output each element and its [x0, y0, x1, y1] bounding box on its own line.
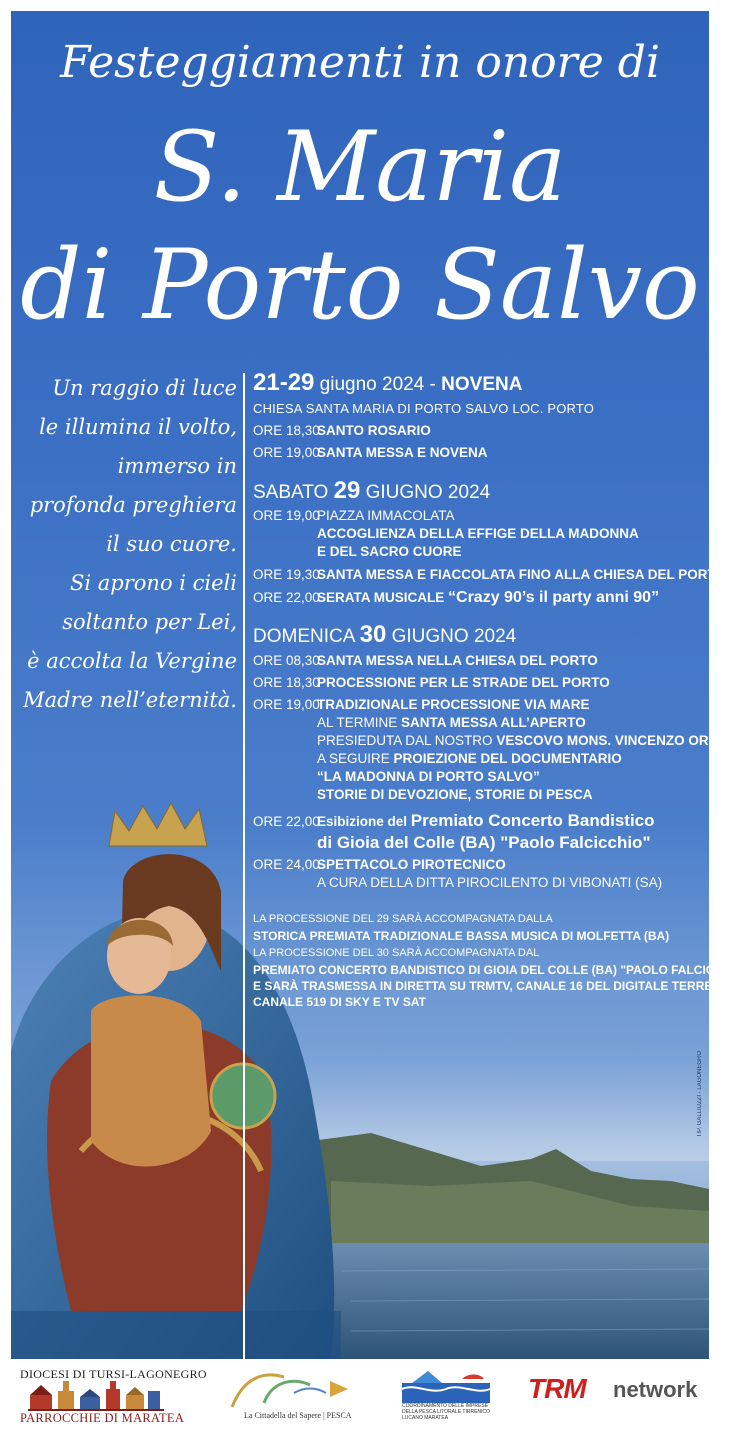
day-month: GIUGNO 2024: [391, 626, 517, 647]
novena-month: giugno 2024 -: [319, 374, 436, 395]
network-label: network: [613, 1377, 698, 1402]
event-row: [253, 697, 590, 712]
event-text: TRADIZIONALE PROCESSIONE VIA MARE: [317, 697, 590, 712]
poem: [23, 369, 237, 720]
sponsor-footer: [0, 1361, 720, 1439]
event-text: SANTA MESSA NELLA CHIESA DEL PORTO: [317, 653, 598, 668]
event-row: [253, 589, 659, 607]
event-row: [253, 811, 655, 831]
crown: [109, 803, 207, 846]
header-subtitle: Festeggiamenti in onore di: [60, 37, 660, 88]
coordinamento-label: COORDINAMENTO DELLE IMPRESE DELLA PESCA LITORALE TIRRENICO LUCANO MARATEA: [402, 1403, 490, 1421]
event-text: PROCESSIONE PER LE STRADE DEL PORTO: [317, 675, 610, 690]
diocesi-label: DIOCESI DI TURSI-LAGONEGRO: [20, 1367, 207, 1381]
coordinamento-logo: [402, 1369, 490, 1403]
event-time: ORE 18,30: [253, 423, 320, 438]
day-number: 30: [359, 621, 387, 648]
event-text: [253, 751, 622, 766]
event-time: ORE 19,00: [253, 445, 320, 460]
poem-line: Un raggio di luce: [52, 376, 237, 400]
poem-line: il suo cuore.: [106, 532, 237, 556]
novena-heading: [253, 369, 522, 397]
event-text: SANTA MESSA E FIACCOLATA FINO ALLA CHIESA DEL PORTO: [317, 567, 727, 582]
cittadella-label: La Cittadella del Sapere | PESCA: [244, 1411, 352, 1420]
event-text-bold: PROIEZIONE DEL DOCUMENTARIO: [393, 751, 622, 766]
event-text-bold: STORIE DI DEVOZIONE, STORIE DI PESCA: [317, 787, 593, 802]
blue-background: [11, 11, 751, 1359]
event-text-line: ACCOGLIENZA DELLA EFFIGE DELLA MADONNA: [317, 526, 639, 541]
event-row: [253, 857, 506, 872]
event-text-light: A CURA DELLA DITTA PIROCILENTO DI VIBONATI (SA): [317, 875, 663, 890]
event-row: [253, 508, 455, 523]
event-row: [253, 653, 598, 668]
event-text-bold: “LA MADONNA DI PORTO SALVO”: [317, 769, 540, 784]
poem-line: profonda preghiera: [29, 493, 237, 517]
poem-line: Si aprono i cieli: [70, 571, 237, 595]
poem-line: Madre nell’eternità.: [23, 688, 237, 712]
note-line: PREMIATO CONCERTO BANDISTICO DI GIOIA DEL COLLE (BA) "PAOLO FALCICCHIO": [253, 963, 751, 977]
event-text: SANTA MESSA E NOVENA: [317, 445, 488, 460]
novena-dates: 21-29: [253, 369, 315, 396]
event-time: ORE 22,00: [253, 814, 320, 829]
event-time: ORE 19,30: [253, 567, 320, 582]
note-line: E SARÀ TRASMESSA IN DIRETTA SU TRMTV, CANALE 16 DEL DIGITALE TERRESTRE,: [253, 979, 748, 993]
event-quote: “Crazy 90’s il party anni 90”: [448, 589, 660, 606]
churches-logo: [28, 1379, 164, 1411]
event-time: ORE 22,00: [253, 590, 320, 605]
event-place: PIAZZA IMMACOLATA: [317, 508, 455, 523]
poem-line: soltanto per Lei,: [62, 610, 237, 634]
sabato-heading: [253, 477, 490, 505]
event-text-light: AL TERMINE: [317, 715, 398, 730]
event-text: [253, 733, 751, 748]
event-text: SERATA MUSICALE: [317, 590, 445, 605]
event-row: [253, 445, 488, 460]
poem-line: immerso in: [117, 454, 237, 478]
day-name: SABATO: [253, 482, 329, 503]
domenica-heading: [253, 621, 516, 649]
event-text: [253, 769, 540, 784]
note-line: CANALE 519 DI SKY E TV SAT: [253, 995, 426, 1009]
event-text-large: di Gioia del Colle (BA) "Paolo Falcicchio": [317, 833, 651, 852]
poem-line: è accolta la Vergine: [27, 649, 237, 673]
cittadella-logo: [224, 1367, 356, 1411]
printer-credit: TIP. GALLIUZZI - LAGONEGRO: [697, 1051, 703, 1138]
event-time: ORE 19,00: [253, 697, 320, 712]
trm-logo: TRM: [528, 1373, 586, 1404]
day-month: GIUGNO 2024: [365, 482, 491, 503]
event-text: Esibizione del: [317, 814, 408, 829]
header-title-line1: S. Maria: [153, 111, 567, 223]
event-row: [253, 423, 431, 438]
event-time: ORE 08,30: [253, 653, 320, 668]
note-line: STORICA PREMIATA TRADIZIONALE BASSA MUSICA DI MOLFETTA (BA): [253, 929, 670, 943]
note-line: LA PROCESSIONE DEL 29 SARÀ ACCOMPAGNATA DALLA: [253, 913, 553, 925]
event-text-large: Premiato Concerto Bandistico: [410, 811, 655, 830]
event-time: ORE 19,00: [253, 508, 320, 523]
day-number: 29: [333, 477, 361, 504]
event-text-bold: VESCOVO MONS. VINCENZO OROFINO: [496, 733, 751, 748]
poem-line: le illumina il volto,: [39, 415, 237, 439]
event-text: [253, 544, 462, 559]
event-row: [253, 567, 726, 582]
event-text-light: A SEGUIRE: [317, 751, 390, 766]
event-text-line: E DEL SACRO CUORE: [317, 544, 462, 559]
header-title-line2: di Porto Salvo: [20, 229, 700, 341]
event-text: SANTO ROSARIO: [317, 423, 431, 438]
event-text: [253, 715, 586, 730]
note-line: LA PROCESSIONE DEL 30 SARÀ ACCOMPAGNATA DAL: [253, 947, 540, 959]
vertical-divider: [243, 373, 245, 1383]
parrocchie-label: PARROCCHIE DI MARATEA: [20, 1411, 185, 1425]
event-text: [253, 526, 639, 541]
event-time: ORE 24,00: [253, 857, 320, 872]
event-time: ORE 18,30: [253, 675, 320, 690]
novena-location: CHIESA SANTA MARIA DI PORTO SALVO LOC. PORTO: [253, 401, 595, 416]
event-row: [253, 675, 610, 690]
day-name: DOMENICA: [253, 626, 355, 647]
event-text: [253, 787, 593, 802]
event-text: SPETTACOLO PIROTECNICO: [317, 857, 506, 872]
event-text: [253, 875, 662, 890]
event-text-bold: SANTA MESSA ALL’APERTO: [401, 715, 586, 730]
novena-label: NOVENA: [441, 374, 523, 395]
event-text-light: PRESIEDUTA DAL NOSTRO: [317, 733, 493, 748]
